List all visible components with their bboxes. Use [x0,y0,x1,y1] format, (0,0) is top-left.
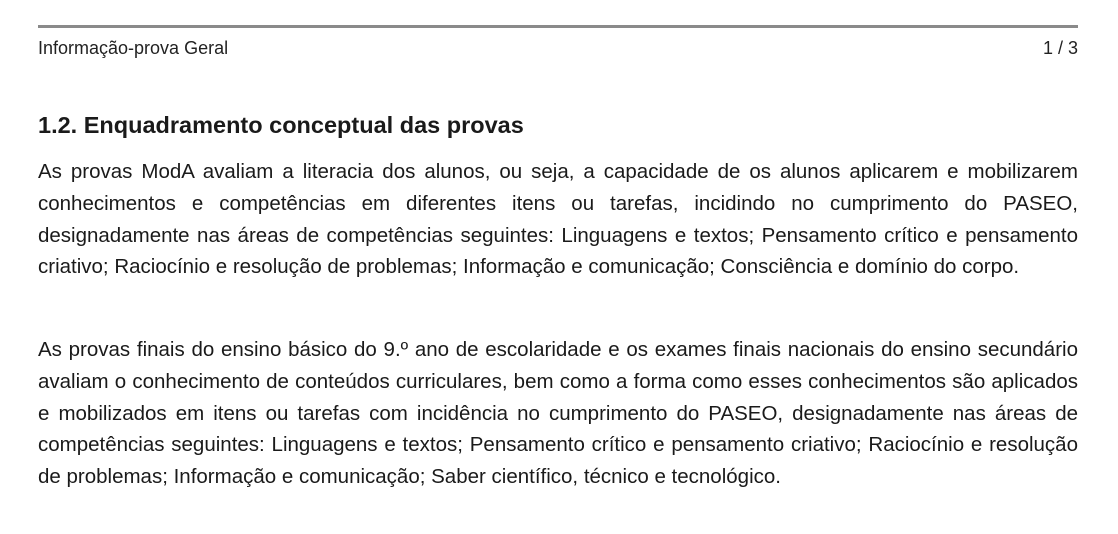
document-title: Informação-prova Geral [38,38,229,58]
document-page [38,0,1078,534]
running-header [38,37,1078,59]
header-rule [38,25,1078,28]
page-number: 1 / 3 [1042,38,1078,58]
section-heading: 1.2. Enquadramento conceptual das provas [38,112,524,138]
paragraph-moda: As provas ModA avaliam a literacia dos alunos, ou seja, a capacidade de os alunos aplicarem e mobilizarem conhecimentos e competências em diferentes itens ou tarefas, incidindo no cumprimento do PASEO, designadamente nas áreas de competências seguintes: Linguagens e textos; Pensamento crítico e pensamento criativo; Raciocínio e resolução de problemas; Informação e comunicação; Consciência e domínio do corpo. [38,160,1078,279]
paragraph-provas-finais: As provas finais do ensino básico do 9.º ano de escolaridade e os exames finais nacionais do ensino secundário avaliam o conhecimento de conteúdos curriculares, bem como a forma como esses conhecimentos são aplicados e mobilizados em itens ou tarefas com incidência no cumprimento do PASEO, designadamente nas áreas de competências seguintes: Linguagens e textos; Pensamento crítico e pensamento criativo; Raciocínio e resolução de problemas; Informação e comunicação; Saber científico, técnico e tecnológico. [38,338,1078,489]
